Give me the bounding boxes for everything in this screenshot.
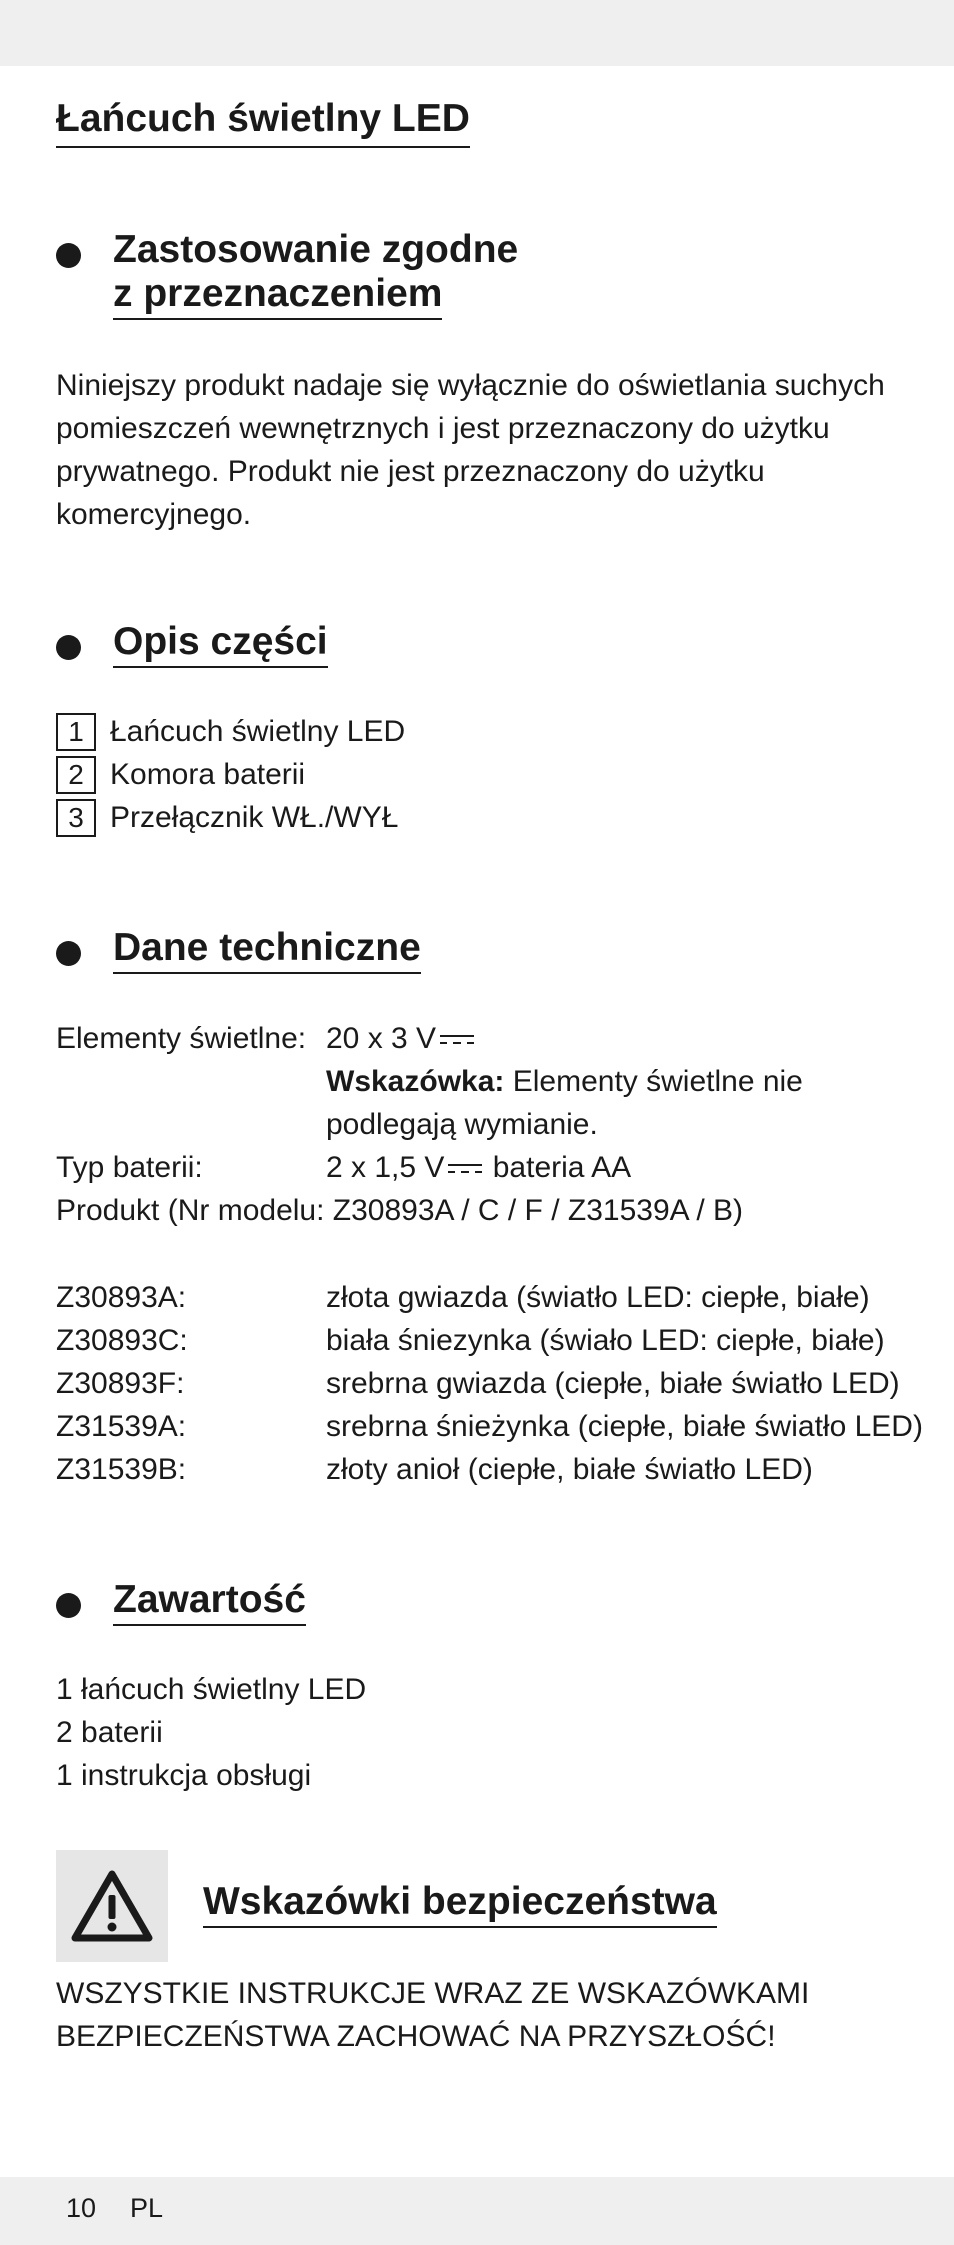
footer — [66, 2193, 197, 2224]
model-code: Z30893A: — [56, 1281, 187, 1314]
list-item: 1 łańcuch świetlny LED — [56, 1673, 367, 1706]
list-item — [56, 796, 405, 839]
section-heading-parts — [56, 620, 328, 668]
model-code: Z30893F: — [56, 1367, 185, 1400]
model-desc: srebrna gwiazda (ciepłe, białe światło LED) — [326, 1367, 900, 1400]
model-desc: biała śniezynka (świało LED: ciepłe, białe) — [326, 1324, 885, 1357]
model-desc: srebrna śnieżynka (ciepłe, białe światło LED) — [326, 1410, 923, 1443]
parts-list — [56, 710, 405, 839]
model-desc: złoty anioł (ciepłe, białe światło LED) — [326, 1453, 813, 1486]
bullet-icon — [56, 243, 81, 268]
list-item: 2 baterii — [56, 1716, 163, 1749]
part-number: 2 — [56, 756, 96, 794]
model-desc: złota gwiazda (światło LED: ciepłe, białe) — [326, 1281, 870, 1314]
header-band — [0, 0, 954, 66]
safety-line-2: BEZPIECZEŃSTWA ZACHOWAĆ NA PRZYSZŁOŚĆ! — [56, 2020, 776, 2053]
dc-symbol-icon — [446, 1160, 484, 1178]
contents-list — [56, 1668, 366, 1797]
section-heading-contents — [56, 1578, 306, 1626]
spec-label: Elementy świetlne: — [56, 1022, 307, 1055]
list-item: 1 instrukcja obsługi — [56, 1759, 312, 1792]
heading-line-2: z przeznaczeniem — [113, 272, 442, 320]
elements-value-text: 20 x 3 V — [326, 1022, 437, 1055]
warning-triangle-icon — [70, 1869, 154, 1943]
page-number: 10 — [66, 2193, 97, 2223]
list-item — [56, 753, 405, 796]
section-heading-intended-use — [56, 228, 518, 320]
safety-line-1: WSZYSTKIE INSTRUKCJE WRAZ ZE WSKAZÓWKAMI — [56, 1977, 810, 2010]
part-number: 1 — [56, 713, 96, 751]
model-code: Z30893C: — [56, 1324, 188, 1357]
page-title: Łańcuch świetlny LED — [56, 94, 470, 148]
model-code: Z31539B: — [56, 1453, 187, 1486]
safety-text — [56, 1972, 916, 2058]
note-line — [326, 1060, 803, 1103]
heading-text: Zawartość — [113, 1578, 306, 1626]
heading-text: Opis części — [113, 620, 328, 668]
part-number: 3 — [56, 799, 96, 837]
language-code: PL — [130, 2193, 164, 2223]
heading-line-1: Zastosowanie zgodne — [113, 228, 519, 271]
battery-suffix: bateria AA — [484, 1151, 632, 1184]
bullet-icon — [56, 1593, 81, 1618]
heading-text: Dane techniczne — [113, 926, 421, 974]
spec-value — [326, 1017, 476, 1060]
product-line-text: Produkt (Nr modelu: Z30893A / C / F / Z31539A / B) — [56, 1194, 743, 1227]
intended-use-text: Niniejszy produkt nadaje się wyłącznie do oświetlania suchych pomieszczeń wewnętrznych i jest przeznaczony do użytku prywatnego. Produkt nie jest przeznaczony do użytku komercyjnego. — [56, 369, 885, 531]
spec-value — [326, 1146, 631, 1189]
dc-symbol-icon — [438, 1031, 476, 1049]
part-label: Komora baterii — [110, 757, 306, 791]
part-label: Przełącznik WŁ./WYŁ — [110, 800, 399, 834]
model-code: Z31539A: — [56, 1410, 187, 1443]
section-heading-technical-data — [56, 926, 421, 974]
note-bold: Wskazówka: — [326, 1065, 505, 1098]
battery-prefix: 2 x 1,5 V — [326, 1151, 445, 1184]
spec-label: Typ baterii: — [56, 1151, 203, 1184]
note-text: Elementy świetlne nie — [504, 1065, 803, 1098]
list-item — [56, 710, 405, 753]
part-label: Łańcuch świetlny LED — [110, 714, 406, 748]
note-text-2: podlegają wymianie. — [326, 1108, 598, 1141]
bullet-icon — [56, 635, 81, 660]
bullet-icon — [56, 941, 81, 966]
warning-box — [56, 1850, 168, 1962]
safety-heading: Wskazówki bezpieczeństwa — [203, 1880, 717, 1928]
